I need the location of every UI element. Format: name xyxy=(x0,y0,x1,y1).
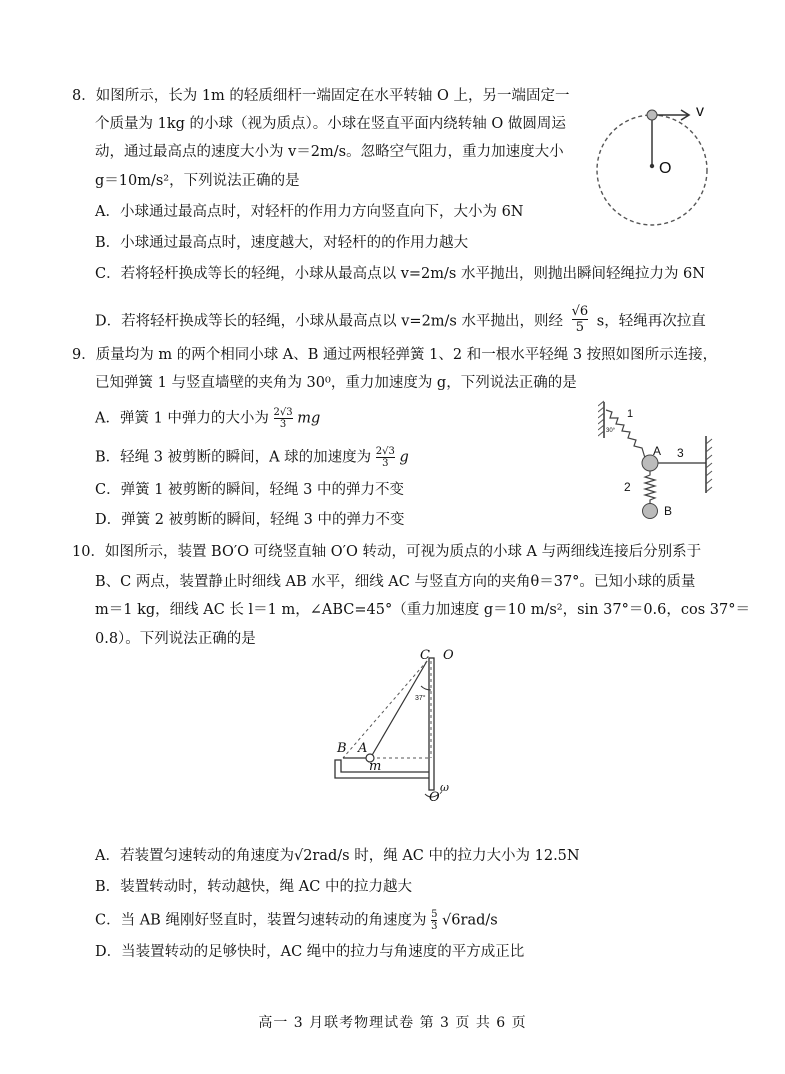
q9-option-b-prefix: B．轻绳 3 被剪断的瞬间，A 球的加速度为 xyxy=(95,449,372,466)
q8-option-d xyxy=(95,306,706,337)
q9-option-d: D．弹簧 2 被剪断的瞬间，轻绳 3 中的弹力不变 xyxy=(95,512,405,528)
q8-stem-line-4: g＝10m/s²，下列说法正确的是 xyxy=(95,173,300,189)
q9-option-a xyxy=(95,407,320,430)
q9-option-b-numerator: 2√3 xyxy=(375,446,395,457)
q10-option-c-suffix: √6rad/s xyxy=(442,912,498,929)
q9-option-b xyxy=(95,446,409,469)
q10-option-b: B．装置转动时，转动越快，绳 AC 中的拉力越大 xyxy=(95,879,412,895)
q9-stem-line-1: 9．质量均为 m 的两个相同小球 A、B 通过两根轻弹簧 1、2 和一根水平轻绳 3 按照如图所示连接， xyxy=(72,347,718,363)
q10-option-d: D．当装置转动的足够快时，AC 绳中的拉力与角速度的平方成正比 xyxy=(95,944,525,960)
q10-fig-label-m: m xyxy=(369,759,382,774)
q9-option-b-denominator: 3 xyxy=(382,458,389,469)
q10-fig-label-37: 37° xyxy=(415,695,426,702)
q8-option-b: B．小球通过最高点时，速度越大，对轻杆的的作用力越大 xyxy=(95,235,469,251)
q9-spring-2 xyxy=(645,471,655,504)
q8-option-a: A．小球通过最高点时，对轻杆的作用力方向竖直向下，大小为 6N xyxy=(95,204,524,220)
q8-fig-label-o: O xyxy=(659,160,672,177)
q10-horizontal-base xyxy=(335,760,429,778)
q9-fig-label-b: B xyxy=(664,504,673,518)
q10-fig-label-omega: ω xyxy=(440,781,449,794)
q8-stem-line-3: 动，通过最高点的速度大小为 v＝2m/s。忽略空气阻力，重力加速度大小 xyxy=(95,144,564,160)
q10-dashed-bc xyxy=(343,661,427,758)
q10-stem-line-1: 10．如图所示，装置 BO′O 可绕竖直轴 O′O 转动，可视为质点的小球 A 与两细线连接后分别系于 xyxy=(72,544,702,560)
q8-figure xyxy=(588,92,738,227)
q10-fig-label-o: O xyxy=(443,648,454,663)
q8-option-d-prefix: D．若将轻杆换成等长的轻绳，小球从最高点以 v=2m/s 水平抛出，则经 xyxy=(95,313,563,330)
q9-ball-b xyxy=(643,504,658,519)
q10-option-c-denominator: 3 xyxy=(431,921,438,932)
q9-option-b-fraction xyxy=(376,446,395,469)
q10-option-c xyxy=(95,909,498,932)
q10-option-c-numerator: 5 xyxy=(431,909,438,920)
q9-figure xyxy=(598,398,723,523)
q10-thread-ac xyxy=(371,661,427,757)
q9-option-a-fraction xyxy=(274,407,293,430)
q10-stem-line-2: B、C 两点，装置静止时细线 AB 水平，细线 AC 与竖直方向的夹角θ＝37°。已知小球的质量 xyxy=(95,574,696,590)
q10-stem-line-4: 0.8）。下列说法正确的是 xyxy=(95,631,256,647)
q10-fig-label-o-prime: O′ xyxy=(429,790,443,805)
q10-stem-line-3: m＝1 kg，细线 AC 长 l＝1 m，∠ABC=45°（重力加速度 g＝10 m/s²，sin 37°＝0.6，cos 37°＝ xyxy=(95,602,750,618)
q8-stem-line-2: 个质量为 1kg 的小球（视为质点）。小球在竖直平面内绕转轴 O 做圆周运 xyxy=(95,116,566,132)
q9-option-c: C．弹簧 1 被剪断的瞬间，轻绳 3 中的弹力不变 xyxy=(95,482,404,498)
q9-option-a-denominator: 3 xyxy=(279,419,287,430)
q8-option-d-numerator: √6 xyxy=(571,304,589,319)
q9-left-wall-hatch xyxy=(598,401,604,436)
q8-option-d-denominator: 5 xyxy=(575,320,585,335)
q8-ball xyxy=(647,110,657,120)
q9-fig-label-1: 1 xyxy=(627,408,634,420)
q9-fig-label-a: A xyxy=(653,444,662,458)
q9-fig-label-3: 3 xyxy=(677,446,684,460)
page-footer: 高一 3 月联考物理试卷 第 3 页 共 6 页 xyxy=(258,1015,527,1031)
q8-pivot xyxy=(650,164,654,168)
q9-fig-label-30: 30° xyxy=(606,428,616,434)
q8-option-d-fraction xyxy=(572,304,589,335)
q9-option-a-prefix: A．弹簧 1 中弹力的大小为 xyxy=(95,410,269,427)
q10-figure xyxy=(325,648,470,808)
q8-option-d-suffix: s，轻绳再次拉直 xyxy=(596,313,706,330)
q8-option-c: C．若将轻杆换成等长的轻绳，小球从最高点以 v=2m/s 水平抛出，则抛出瞬间轻绳拉力为 6N xyxy=(95,266,705,282)
q10-option-c-fraction xyxy=(431,909,437,932)
q8-stem-line-1: 8．如图所示，长为 1m 的轻质细杆一端固定在水平转轴 O 上，另一端固定一 xyxy=(72,88,570,104)
q8-fig-label-v: v xyxy=(696,103,704,120)
q10-option-a: A．若装置匀速转动的角速度为√2rad/s 时，绳 AC 中的拉力大小为 12.5N xyxy=(95,848,580,864)
q9-option-a-suffix: mg xyxy=(297,410,321,427)
q9-stem-line-2: 已知弹簧 1 与竖直墙壁的夹角为 30⁰，重力加速度为 g，下列说法正确的是 xyxy=(95,375,577,391)
q9-fig-label-2: 2 xyxy=(624,480,631,494)
q9-option-b-suffix: g xyxy=(399,449,409,466)
q9-option-a-numerator: 2√3 xyxy=(273,407,293,418)
q9-right-wall-hatch xyxy=(706,439,712,492)
q10-fig-label-c: C xyxy=(420,648,430,663)
q9-spring-1 xyxy=(606,410,645,458)
q10-fig-label-b: B xyxy=(337,741,347,756)
q10-option-c-prefix: C．当 AB 绳刚好竖直时，装置匀速转动的角速度为 xyxy=(95,912,427,929)
q9-spring-diagram xyxy=(598,398,723,523)
q10-fig-label-a: A xyxy=(358,741,368,756)
